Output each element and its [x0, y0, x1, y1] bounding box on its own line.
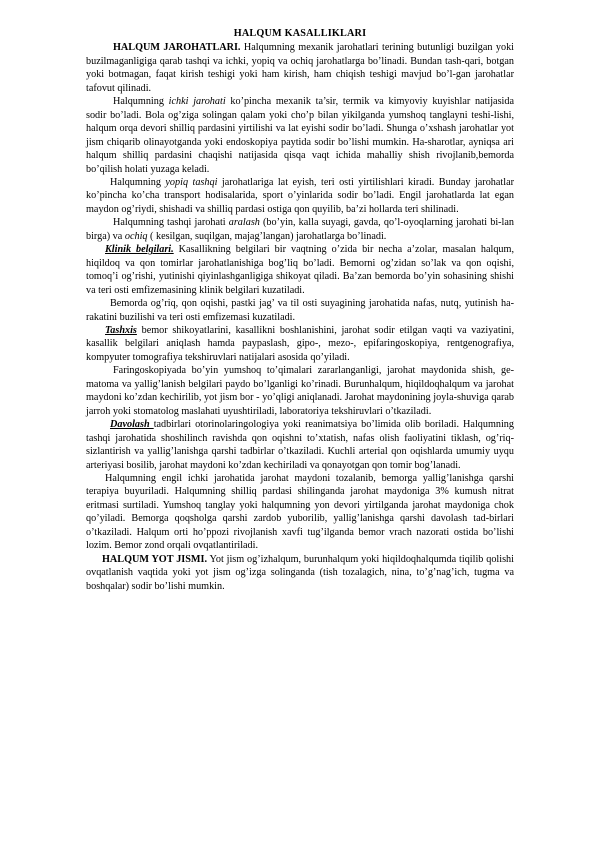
paragraph-text: (bo’yin, kalla suyagi, gavda, qo’l-oyoqlarning jarohati bi-lan birga) va — [86, 217, 514, 242]
section-heading-treatment: Davolash — [110, 419, 154, 431]
paragraph-clinical-signs — [86, 243, 514, 297]
paragraph-text: ko’pincha mexanik ta’sir, termik va kimyoviy kuyishlar natijasida sodir bo’ladi. Bola og’ziga solingan qalam yoki cho’p bilan yikilganda yumshoq tanglayni teshi-lishi, halqum orqa devori shilliq pardasini yirtilishi va lat eyishi sodir bo’ladi. Shunga o’xshash jarohatlar yot jism chiqarib olinayotganda yoki endoskopiya paytida sodir bo’lishi mumkin. Ha-sharotlar, ayniqsa ari halqum shilliq pardasini chaqishi natijasida qisqa vaqt ichida mahalliy shish rivojlanib,bemorda bo’qilish holati yuzaga keladi. — [86, 96, 514, 175]
paragraph-foreign-body — [86, 553, 514, 593]
paragraph-text: Kasallikning belgilari bir vaqtning o’zida bir necha a’zolar, masalan halqum, hiqildoq va qon tomirlar jarohatlanishiga bog’liq bo’ladi. Bemorni og’zidan so’lak va qon oqishi, tomoq’i og’rishi, yutinishi qiyinlashganligiga shikoyat qiladi. Ba’zan bemorda bo’yin sohasining shishi va teri osti emfizemasining klinik belgilari kuzatiladi. — [86, 244, 514, 296]
paragraph-text: jarohatlariga lat eyish, teri osti yirtilishlari kiradi. Bunday jarohatlar ko’pincha ko’cha transport hodisalarida, sport o’yinlarida sodir bo’ladi. Engil jarohatlarda lat egan maydon og’riydi, shishadi va shilliq pardasi ostiga qon quyilib, ba’zi hollarda teri shilinadi. — [86, 176, 514, 215]
paragraph-text: Halqumning mexanik jarohatlari terining butunligi buzilgan yoki buzilmaganligiga qarab tashqi va ichki, yopiq va ochiq jarohatlarga bo’linadi. Bundan tash-qari, botgan yoki botmagan, faqat kirish teshigi yoki ham kirish, ham chiqish teshigi mavjud bo’l-gan jarohatlar tafovut qilinadi. — [86, 42, 515, 94]
paragraph-text: Yot jism og’izhalqum, burunhalqum yoki hiqildoqhalqumda tiqilib qolishi ovqatlanish vaqtida yoki yot jism og’izga solinganda (tish tozalagich, nina, to’g’nag’ich, tugma va boshqalar) sodir bo’lishi mumkin. — [86, 553, 514, 592]
italic-term: yopiq tashqi — [165, 176, 218, 188]
paragraph-treatment — [86, 418, 514, 472]
paragraph-text: tadbirlari otorinolaringologiya yoki reanimatsiya bo’limida olib boriladi. Halqumning tashqi jarohatida shoshilinch ravishda qon oqishni to’xtatish, nafas olish faoliyatini tiklash, og’riq-sizlantirish va yallig’lanishga qarshi tadbirlar o’tkaziladi. Kuchli arterial qon oqishlarda umumiy uyqu arteriyasi bosilib, jarohat maydoni ko’zdan kechiriladi va qonayotgan qon tomir bog’lanadi. — [86, 419, 514, 471]
section-heading-foreign-body: HALQUM YOT JISMI. — [102, 553, 208, 565]
document-page — [86, 27, 514, 593]
italic-term: ochiq — [124, 230, 148, 242]
italic-term: aralash — [228, 217, 260, 229]
paragraph-internal-injury — [86, 95, 514, 176]
italic-term: ichki jarohati — [168, 96, 226, 108]
section-heading-injuries: HALQUM JAROHATLARI. — [113, 42, 241, 54]
paragraph-text: Halqumning tashqi jarohati — [113, 217, 229, 229]
paragraph-pharyngoscopy: Faringoskopiyada bo’yin yumshoq to’qimalari zararlanganligi, jarohat maydonida shish, ge-matoma va yallig’lanish belgilari paydo bo’lganligi ko’rinadi. Burunhalqum, hiqildoqhalqum va jarohat maydoni ko’zdan kechirilib, yot jism bor - yo’qligi aniqlanadi. Jarohat maydonining joyla-shuviga qarab jarroh yoki stomatolog maslahati uyushtiriladi, laboratoriya tekshiruvlari o’tkaziladi. — [86, 365, 514, 417]
paragraph-diagnosis — [86, 324, 514, 364]
paragraph-text: Halqumning — [113, 96, 169, 108]
paragraph-injuries-intro — [86, 41, 514, 95]
paragraph-text: Halqumning — [110, 176, 166, 188]
section-heading-diagnosis: Tashxis — [105, 324, 137, 336]
paragraph-closed-external-injury — [86, 176, 514, 216]
paragraph-mild-injury-treatment: Halqumning engil ichki jarohatida jarohat maydoni tozalanib, bemorga yallig’lanishga qarshi terapiya buyuriladi. Halqumning shilliq pardasi shilinganda jarohat maydoniga 3% kumush nitrat eritmasi surtiladi. Yumshoq tanglay yoki halqumning yon devori yirtilganda jarohat maydoniga chok qo’yiladi. Bemorga qoqsholga qarshi zardob yuborilib, yallig’lanishga qarshi davolash tad-birlari o’tkaziladi. Halqum orti ho’ppozi rivojlanish xavfi tug’ilganda bemor vrach nazorati ostida bo’lishi lozim. Bemor zond orqali ovqatlantiriladi. — [86, 472, 514, 552]
page-title: HALQUM KASALLIKLARI — [233, 28, 367, 39]
paragraph-symptoms: Bemorda og’riq, qon oqishi, pastki jag’ va til osti suyagining jarohatida nafas, nutq, yutinish ha-rakatini buzilishi va teri osti emfizemasi kuzatiladi. — [86, 298, 514, 323]
paragraph-text: ( kesilgan, suqilgan, majag’langan) jarohatlarga bo’linadi. — [147, 230, 387, 242]
paragraph-text: bemor shikoyatlarini, kasallikni boshlanishini, jarohat sodir etilgan vaqti va vaziyatini, kasallik belgilari aniqlash hamda paypaslash, gipo-, mezo-, epifaringoskopiya, rentgenografiya, kompyuter tomografiya tekshiruvlari natijalari asosida qo’yiladi. — [86, 324, 514, 363]
section-heading-clinical-signs: Klinik belgilari. — [105, 244, 174, 256]
paragraph-mixed-open-injury — [86, 216, 514, 243]
